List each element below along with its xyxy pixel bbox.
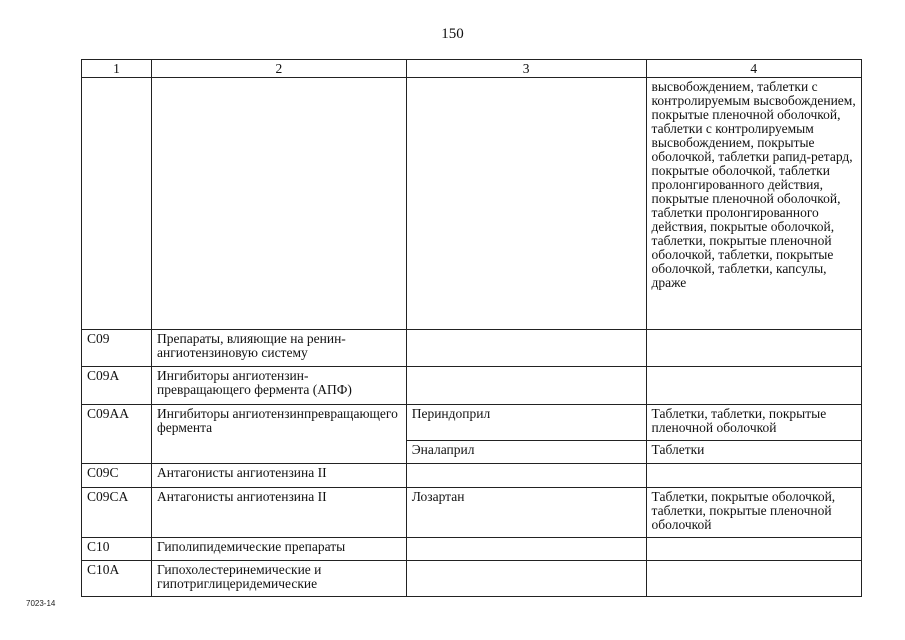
group-cell: Антагонисты ангиотензина II <box>152 488 407 538</box>
table-header-row <box>82 60 862 78</box>
table-row <box>82 367 862 405</box>
header-cell-3: 3 <box>406 60 646 78</box>
code-cell: C09C <box>82 464 152 488</box>
code-cell: C09A <box>82 367 152 405</box>
table-row <box>82 538 862 561</box>
forms-cell: Таблетки, таблетки, покрытые пленочной оболочкой <box>646 405 861 441</box>
table-row <box>82 78 862 330</box>
code-cell: C10A <box>82 561 152 597</box>
page-number: 150 <box>441 26 464 42</box>
table-row <box>82 330 862 367</box>
drug-cell: Лозартан <box>406 488 646 538</box>
code-cell: C10 <box>82 538 152 561</box>
drug-cell: Эналаприл <box>406 441 646 464</box>
code-cell: C09CA <box>82 488 152 538</box>
group-cell: Ингибиторы ангиотензин-превращающего фермента (АПФ) <box>152 367 407 405</box>
table-row <box>82 464 862 488</box>
drug-cell <box>406 464 646 488</box>
drug-cell <box>406 367 646 405</box>
forms-cell <box>646 464 861 488</box>
forms-cell <box>646 367 861 405</box>
drug-cell <box>406 78 646 330</box>
group-cell: Гиполипидемические препараты <box>152 538 407 561</box>
group-cell: Гипохолестеринемические и гипотриглицеридемические <box>152 561 407 597</box>
drug-table <box>81 59 862 597</box>
code-cell: C09AA <box>82 405 152 464</box>
forms-cell: высвобождением, таблетки с контролируемым высвобождением, покрытые пленочной оболочкой, таблетки с контролируемым высвобождением, покрытые оболочкой, таблетки рапид-ретард, покрытые оболочкой, таблетки пролонгированного действия, покрытые пленочной оболочкой, таблетки пролонгированного действия, покрытые оболочкой, таблетки, покрытые пленочной оболочкой, таблетки, покрытые оболочкой, таблетки, капсулы, драже <box>646 78 861 330</box>
forms-cell: Таблетки, покрытые оболочкой, таблетки, покрытые пленочной оболочкой <box>646 488 861 538</box>
forms-cell: Таблетки <box>646 441 861 464</box>
forms-cell <box>646 330 861 367</box>
table-row <box>82 405 862 441</box>
code-cell: C09 <box>82 330 152 367</box>
document-code: 7023-14 <box>26 599 56 608</box>
group-cell <box>152 78 407 330</box>
drug-cell <box>406 330 646 367</box>
table-row <box>82 488 862 538</box>
forms-cell <box>646 538 861 561</box>
group-cell: Антагонисты ангиотензина II <box>152 464 407 488</box>
header-cell-4: 4 <box>646 60 861 78</box>
header-cell-1: 1 <box>82 60 152 78</box>
forms-cell <box>646 561 861 597</box>
table-row <box>82 561 862 597</box>
header-cell-2: 2 <box>152 60 407 78</box>
group-cell: Препараты, влияющие на ренин-ангиотензиновую систему <box>152 330 407 367</box>
code-cell <box>82 78 152 330</box>
group-cell: Ингибиторы ангиотензинпревращающего фермента <box>152 405 407 464</box>
drug-cell <box>406 561 646 597</box>
drug-cell <box>406 538 646 561</box>
drug-cell: Периндоприл <box>406 405 646 441</box>
